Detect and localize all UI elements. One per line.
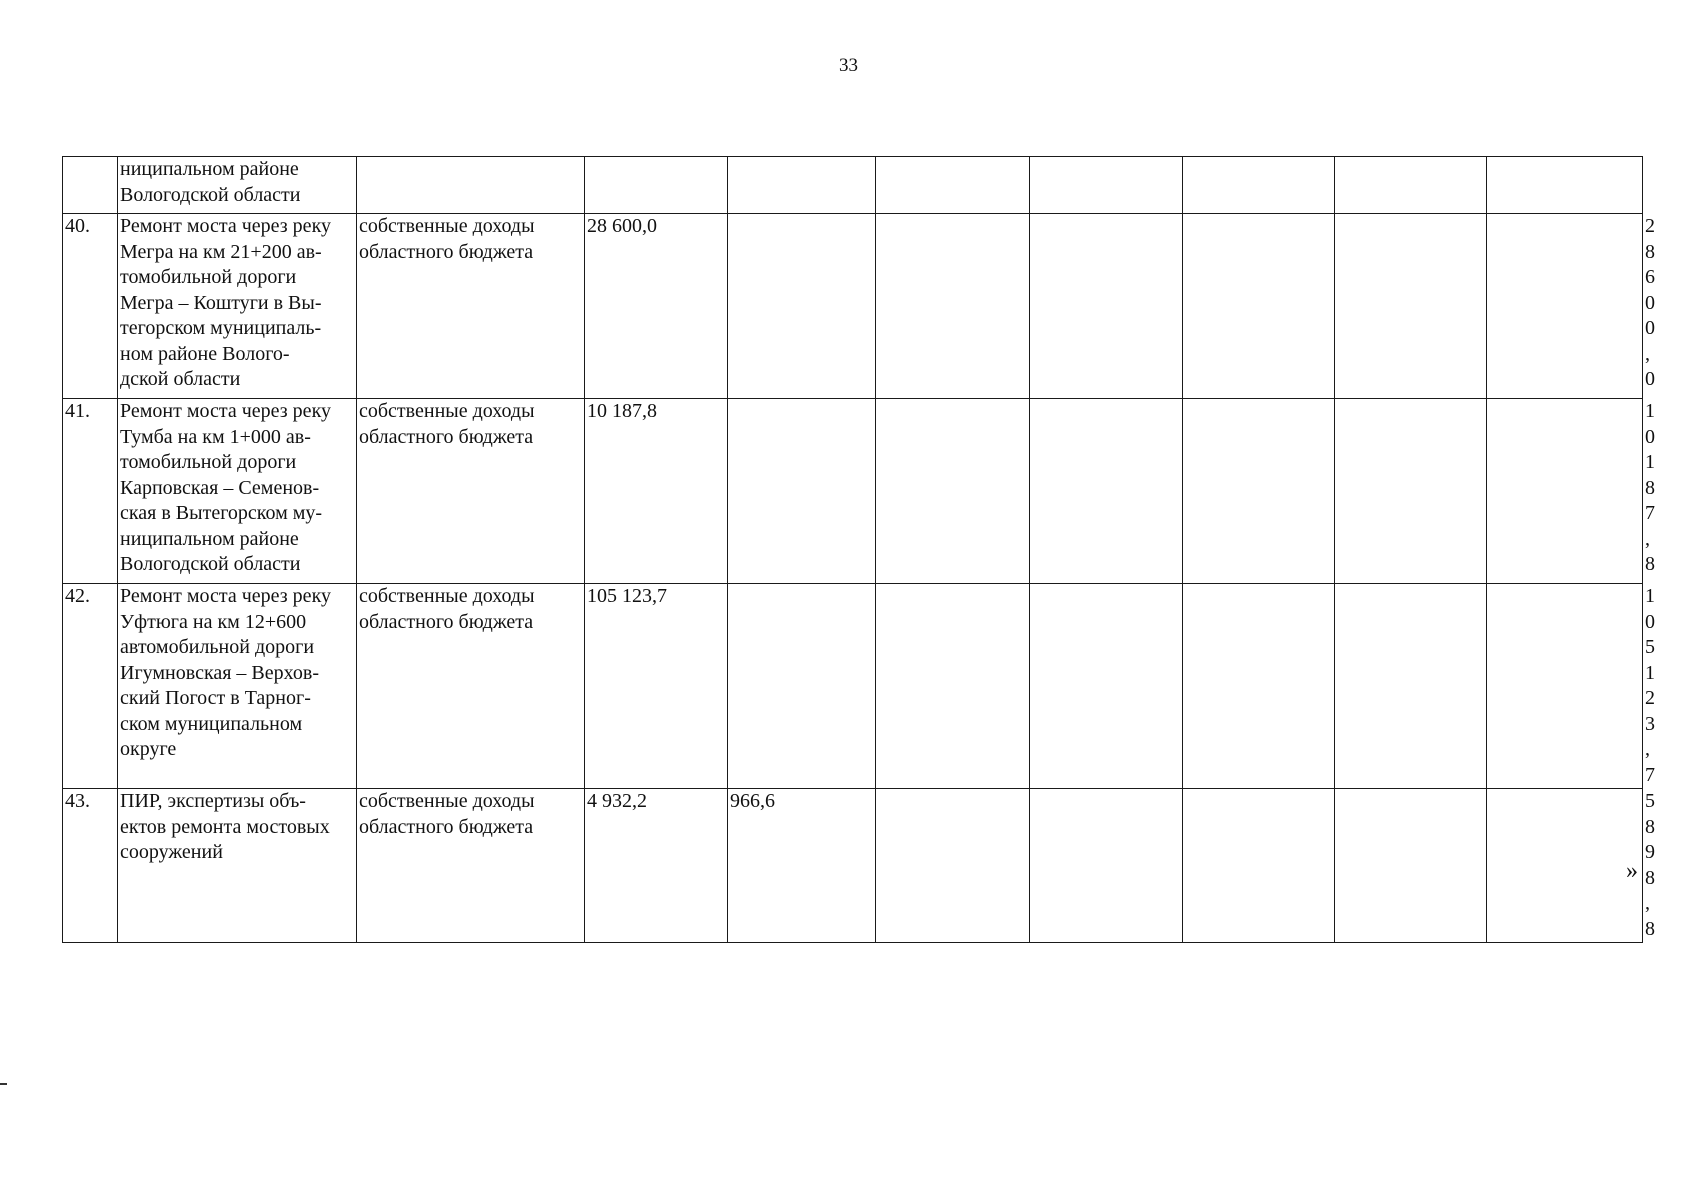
- amount-cell: [876, 789, 1030, 943]
- amount-cell: [1487, 789, 1643, 943]
- object-name-cell: [118, 214, 357, 399]
- object-name-line: ниципальном районе: [120, 158, 299, 180]
- amount-cell: [585, 157, 728, 214]
- amount-cell: [876, 584, 1030, 789]
- amount-cell: [1335, 157, 1487, 214]
- object-name-line: ский Погост в Тарног-: [120, 687, 311, 709]
- amount-cell: [1030, 157, 1183, 214]
- amount-cell: [728, 399, 876, 584]
- object-name-cell: [118, 399, 357, 584]
- amount-cell: [876, 157, 1030, 214]
- amount-cell: [1487, 157, 1643, 214]
- object-name-line: Вологодской области: [120, 553, 301, 575]
- amount-cell: [1183, 399, 1335, 584]
- object-name-line: Мегра – Коштуги в Вы-: [120, 291, 322, 314]
- table-row: 42. Ремонт моста через реку Уфтюга на км 12+600 автомобильной дороги Игумновская – Верхов- ский Погост в Тарног- ском муниципальном округе собственные доходы областного бюджета 105 123,7 105 123,7: [63, 584, 1643, 789]
- funding-source-line: собственные доходы: [359, 400, 535, 422]
- amount-cell: [1335, 399, 1487, 584]
- object-name-line: дской области: [120, 368, 241, 390]
- object-name-cell: [118, 157, 357, 214]
- table-body: [63, 157, 1655, 943]
- funding-source-line: собственные доходы: [359, 790, 535, 812]
- object-name-line: Карповская – Семенов-: [120, 476, 320, 499]
- amount-cell: [1335, 214, 1487, 399]
- table-row: 41. Ремонт моста через реку Тумба на км 1+000 ав- томобильной дороги Карповская – Семенов- ская в Вытегорском му- ниципальном районе Вологодской области собственные доходы областного бюджета 10 187,8 10 187,8: [63, 399, 1643, 584]
- object-name-line: Ремонт моста через реку: [120, 400, 331, 422]
- amount-cell: [876, 214, 1030, 399]
- table-row: 43. ПИР, экспертизы объ- ектов ремонта мостовых сооружений собственные доходы областного бюджета 4 932,2 966,6 5 898,8: [63, 789, 1643, 943]
- object-name-line: ном районе Волого-: [120, 342, 290, 365]
- amount-cell: [1487, 399, 1643, 584]
- amount-cell: [1183, 157, 1335, 214]
- object-name-line: Уфтюга на км 12+600: [120, 610, 307, 633]
- row-number-cell: [63, 157, 118, 214]
- funding-source-cell: [357, 157, 585, 214]
- amount-cell: 105 123,7: [585, 584, 728, 789]
- funding-source-line: областного бюджета: [359, 425, 534, 448]
- amount-cell: [728, 214, 876, 399]
- row-number-cell: 42.: [63, 584, 118, 789]
- funding-source-cell: [357, 214, 585, 399]
- edge-mark: [0, 1083, 7, 1085]
- object-name-line: ском муниципальном: [120, 712, 303, 735]
- budget-table: [62, 156, 1655, 943]
- funding-source-cell: [357, 789, 585, 943]
- amount-cell: 4 932,2: [585, 789, 728, 943]
- amount-cell: [876, 399, 1030, 584]
- amount-cell: 966,6: [728, 789, 876, 943]
- object-name-line: ПИР, экспертизы объ-: [120, 790, 306, 812]
- amount-cell: [1030, 214, 1183, 399]
- amount-cell: [728, 584, 876, 789]
- object-name-line: Ремонт моста через реку: [120, 585, 331, 607]
- object-name-line: Тумба на км 1+000 ав-: [120, 425, 311, 448]
- amount-cell: [1335, 584, 1487, 789]
- object-name-line: Игумновская – Верхов-: [120, 661, 319, 684]
- amount-cell: [1030, 789, 1183, 943]
- object-name-line: томобильной дороги: [120, 451, 297, 473]
- object-name-line: Вологодской области: [120, 183, 301, 206]
- row-number-cell: 41.: [63, 399, 118, 584]
- object-name-line: ская в Вытегорском му-: [120, 502, 323, 524]
- object-name-line: Мегра на км 21+200 ав-: [120, 240, 322, 263]
- object-name-line: автомобильной дороги: [120, 636, 315, 658]
- amount-cell: 28 600,0: [585, 214, 728, 399]
- amount-cell: [1030, 399, 1183, 584]
- funding-source-line: областного бюджета: [359, 240, 534, 263]
- funding-source-line: собственные доходы: [359, 215, 535, 237]
- object-name-cell: [118, 584, 357, 789]
- funding-source-cell: [357, 399, 585, 584]
- amount-cell: [1335, 789, 1487, 943]
- funding-source-line: областного бюджета: [359, 815, 534, 838]
- table-row: 40. Ремонт моста через реку Мегра на км 21+200 ав- томобильной дороги Мегра – Коштуги в Вы- тегорском муниципаль- ном районе Волого- дской области собственные доходы областного бюджета 28 600,0 28 600,0: [63, 214, 1643, 399]
- page-number: 33: [839, 55, 858, 76]
- row-number-cell: 43.: [63, 789, 118, 943]
- row-number-cell: 40.: [63, 214, 118, 399]
- object-name-line: сооружений: [120, 841, 223, 863]
- amount-cell: [1487, 584, 1643, 789]
- object-name-line: тегорском муниципаль-: [120, 317, 322, 339]
- amount-cell: [1183, 789, 1335, 943]
- amount-cell: [1487, 214, 1643, 399]
- amount-cell: [728, 157, 876, 214]
- object-name-cell: [118, 789, 357, 943]
- funding-source-cell: [357, 584, 585, 789]
- amount-cell: 10 187,8: [585, 399, 728, 584]
- funding-source-line: собственные доходы: [359, 585, 535, 607]
- object-name-line: ектов ремонта мостовых: [120, 815, 330, 838]
- object-name-line: томобильной дороги: [120, 266, 297, 288]
- object-name-line: округе: [120, 738, 177, 760]
- amount-cell: [1030, 584, 1183, 789]
- object-name-line: ниципальном районе: [120, 527, 299, 550]
- amount-cell: [1183, 214, 1335, 399]
- funding-source-line: областного бюджета: [359, 610, 534, 633]
- object-name-line: Ремонт моста через реку: [120, 215, 331, 237]
- closing-quote: »: [1626, 858, 1638, 884]
- table-row: [63, 157, 1643, 214]
- amount-cell: [1183, 584, 1335, 789]
